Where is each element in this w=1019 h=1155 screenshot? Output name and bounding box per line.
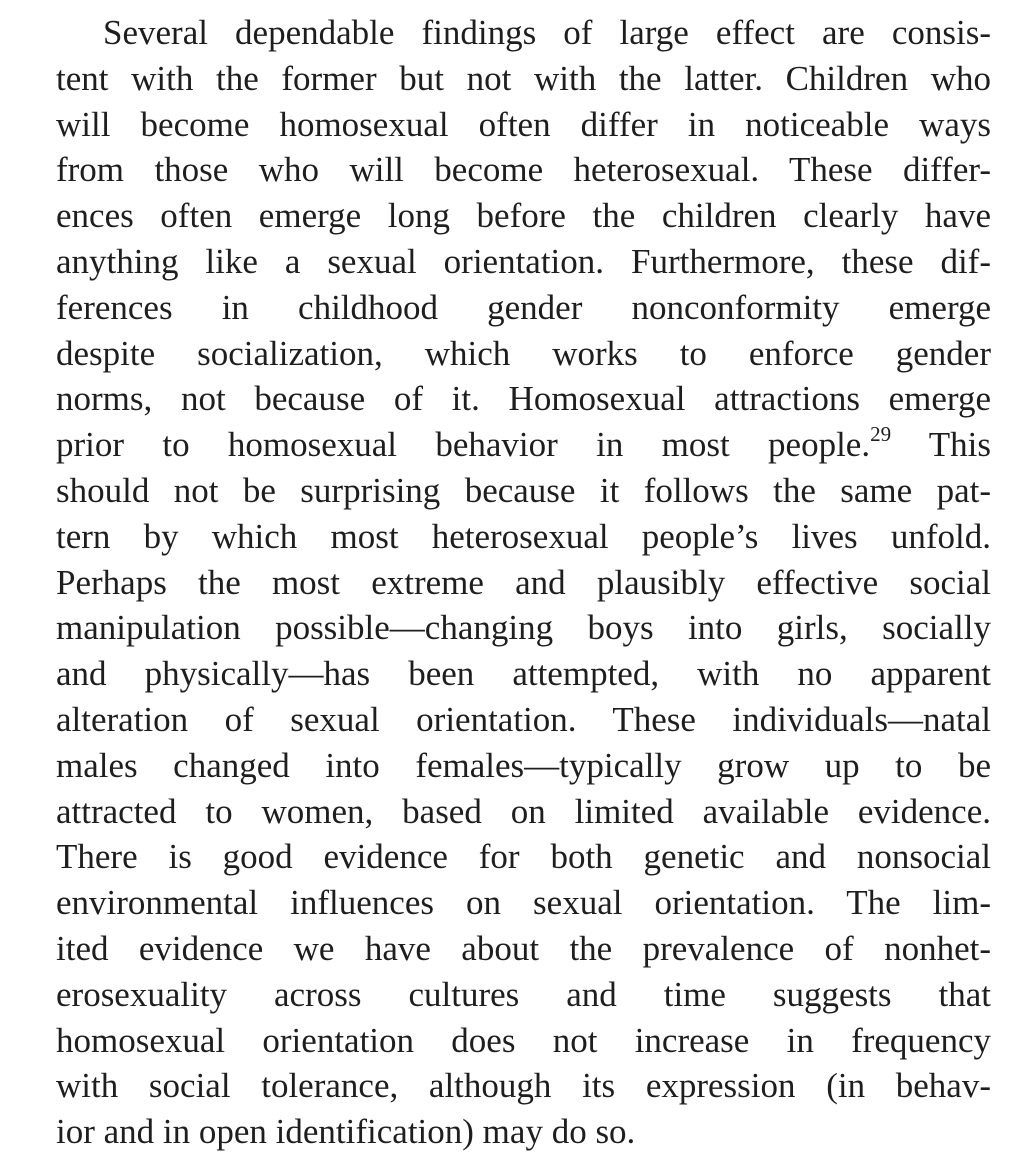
text-line: with social tolerance, although its expression (in behav- xyxy=(56,1066,991,1106)
text-line: homosexual orientation does not increase in frequency xyxy=(56,1020,991,1060)
text-line: tern by which most heterosexual people’s lives unfold. xyxy=(56,516,991,556)
text-line-segment: prior to homosexual behavior in most people. xyxy=(56,425,871,465)
text-line: Perhaps the most extreme and plausibly effective social xyxy=(56,562,991,602)
text-line: erosexuality across cultures and time suggests that xyxy=(56,974,991,1014)
text-line: attracted to women, based on limited available evidence. xyxy=(56,791,991,831)
text-line: will become homosexual often differ in noticeable ways xyxy=(56,104,991,144)
text-line-with-footnote xyxy=(56,422,991,468)
text-line: Several dependable findings of large effect are consis- xyxy=(103,13,991,52)
text-line: despite socialization, which works to enforce gender xyxy=(56,333,991,373)
text-line: ited evidence we have about the prevalence of nonhet- xyxy=(56,928,991,968)
text-line: from those who will become heterosexual. These differ- xyxy=(56,150,991,190)
text-line: ferences in childhood gender nonconformity emerge xyxy=(56,287,991,327)
text-line: anything like a sexual orientation. Furthermore, these dif- xyxy=(56,241,991,281)
text-line: should not be surprising because it follows the same pat- xyxy=(56,470,991,510)
body-paragraph xyxy=(56,10,991,1155)
document-page xyxy=(56,10,991,1155)
text-line: There is good evidence for both genetic and nonsocial xyxy=(56,837,991,877)
text-line: manipulation possible—changing boys into girls, socially xyxy=(56,608,991,648)
text-line-segment: This xyxy=(891,425,992,465)
text-line: ior and in open identification) may do so. xyxy=(56,1112,636,1152)
footnote-reference: 29 xyxy=(870,422,892,447)
text-line: norms, not because of it. Homosexual attractions emerge xyxy=(56,379,991,419)
text-line: and physically—has been attempted, with no apparent xyxy=(56,654,991,694)
text-line: environmental influences on sexual orientation. The lim- xyxy=(56,883,991,923)
text-line: tent with the former but not with the latter. Children who xyxy=(56,58,991,98)
text-line: alteration of sexual orientation. These individuals—natal xyxy=(56,699,991,739)
text-line: males changed into females—typically grow up to be xyxy=(56,745,991,785)
text-line: ences often emerge long before the children clearly have xyxy=(56,196,991,236)
